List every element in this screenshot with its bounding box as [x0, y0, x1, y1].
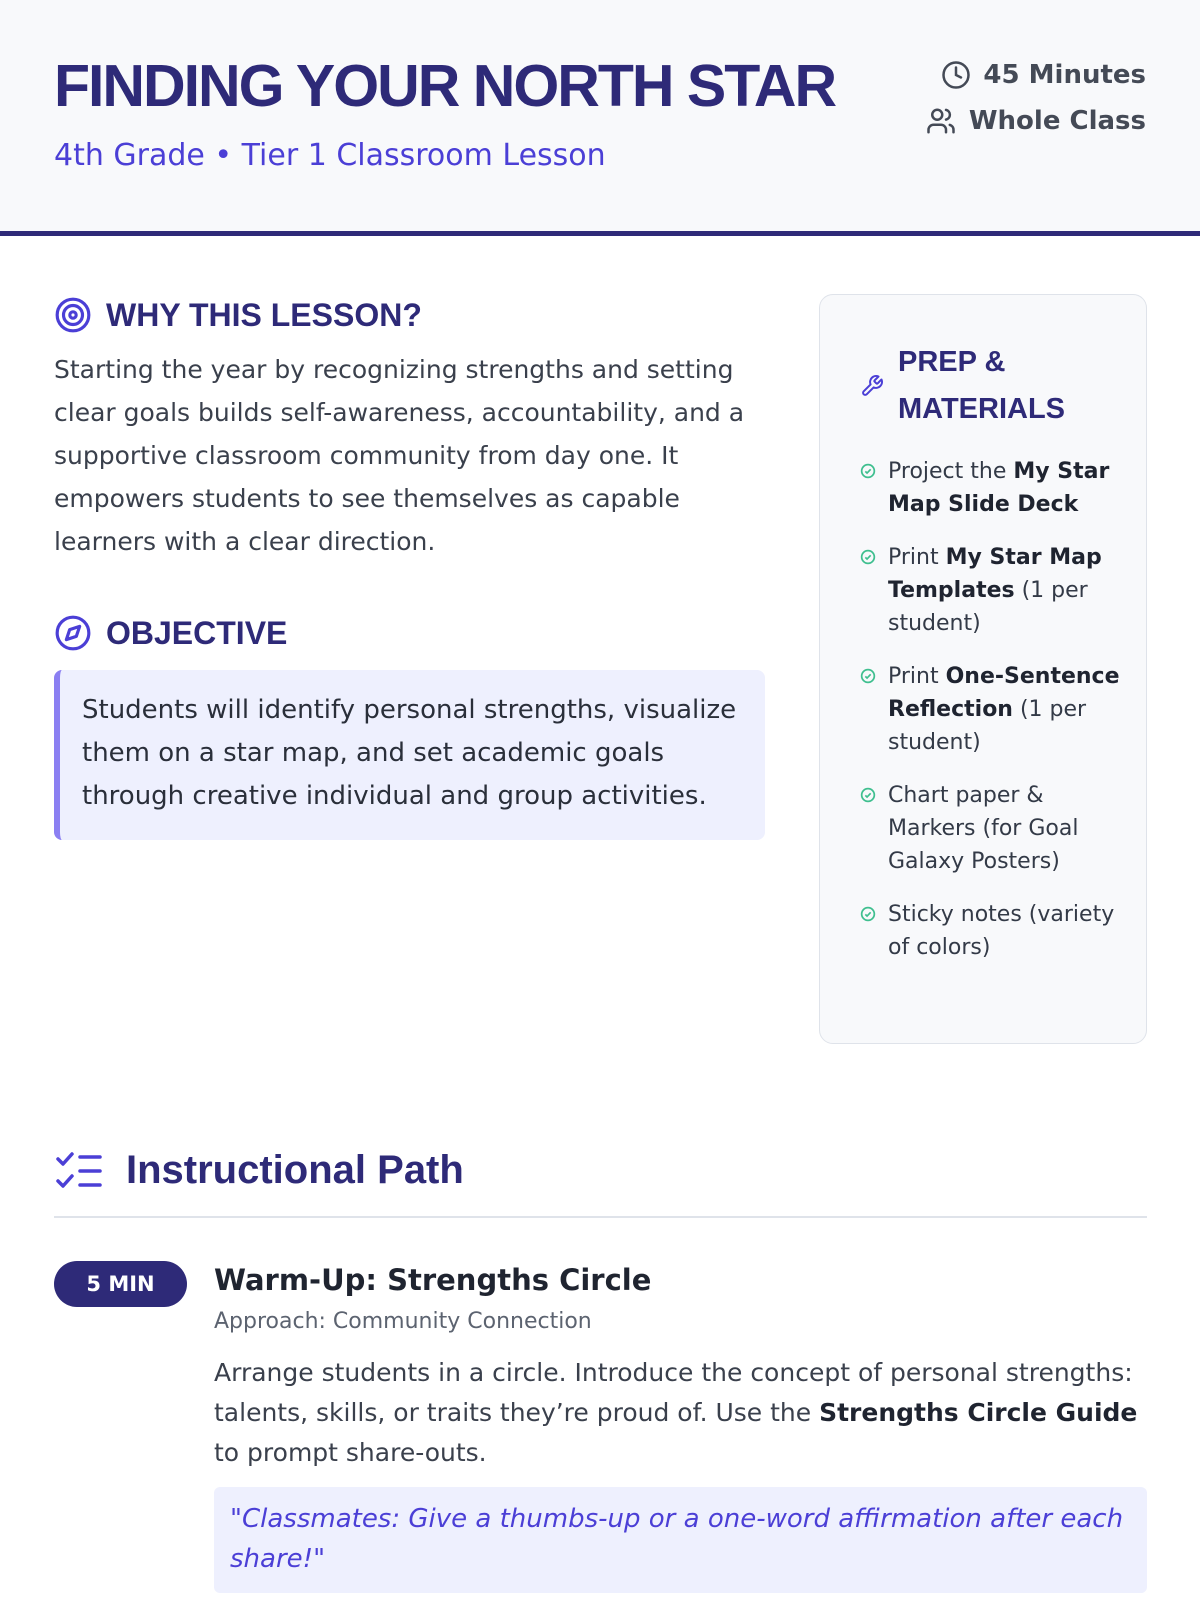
lesson-meta [925, 52, 1146, 144]
prep-heading-text: PREP & MATERIALS [898, 346, 1066, 425]
check-circle-icon [860, 787, 876, 803]
step-description: Arrange students in a circle. Introduce the concept of personal strengths: talents, skills, or traits they’re proud of. Use the Strengths Circle Guide to prompt share-outs. [214, 1358, 1138, 1467]
target-icon [54, 296, 92, 334]
duration-label: 45 Minutes [983, 60, 1146, 90]
wrench-icon [860, 374, 884, 398]
compass-icon [54, 614, 92, 652]
check-circle-icon [860, 906, 876, 922]
clock-icon [941, 60, 971, 90]
lesson-header [0, 0, 1200, 236]
objective-heading-text: OBJECTIVE [106, 614, 288, 651]
step-approach: Approach: Community Connection [214, 1309, 592, 1334]
why-heading-text: WHY THIS LESSON? [106, 296, 422, 333]
why-heading [54, 296, 422, 334]
check-circle-icon [860, 668, 876, 684]
duration-row [925, 52, 1146, 98]
instructional-path-title: Instructional Path [126, 1148, 464, 1192]
list-item: Chart paper & Markers (for Goal Galaxy Posters) [860, 779, 1120, 878]
page-title: FINDING YOUR NORTH STAR [54, 53, 836, 119]
check-circle-icon [860, 549, 876, 565]
step-title: Warm-Up: Strengths Circle [214, 1263, 652, 1297]
list-item: Print My Star Map Templates (1 per student) [860, 541, 1120, 640]
checklist-icon [54, 1149, 104, 1193]
check-circle-icon [860, 463, 876, 479]
grouping-row [925, 98, 1146, 144]
grouping-label: Whole Class [968, 106, 1146, 136]
divider [54, 1216, 1147, 1218]
prep-materials-card [819, 294, 1147, 1044]
list-item: Sticky notes (variety of colors) [860, 898, 1120, 964]
page-subtitle: 4th Grade • Tier 1 Classroom Lesson [54, 138, 606, 173]
step-quote: "Classmates: Give a thumbs-up or a one-word affirmation after each share!" [214, 1487, 1147, 1593]
time-badge: 5 MIN [54, 1261, 187, 1307]
users-icon [925, 106, 957, 136]
why-text: Starting the year by recognizing strengths and setting clear goals builds self-awareness, accountability, and a supportive classroom community from day one. It empowers students to see themselves as capable learners with a clear direction. [54, 355, 745, 556]
objective-callout: Students will identify personal strengths, visualize them on a star map, and set academic goals through creative individual and group activities. [54, 670, 765, 840]
materials-list [860, 455, 1120, 984]
prep-heading [860, 339, 1098, 433]
objective-heading [54, 614, 287, 652]
list-item: Print One-Sentence Reflection (1 per student) [860, 660, 1120, 759]
list-item: Project the My Star Map Slide Deck [860, 455, 1120, 521]
instructional-path-heading [54, 1148, 464, 1193]
